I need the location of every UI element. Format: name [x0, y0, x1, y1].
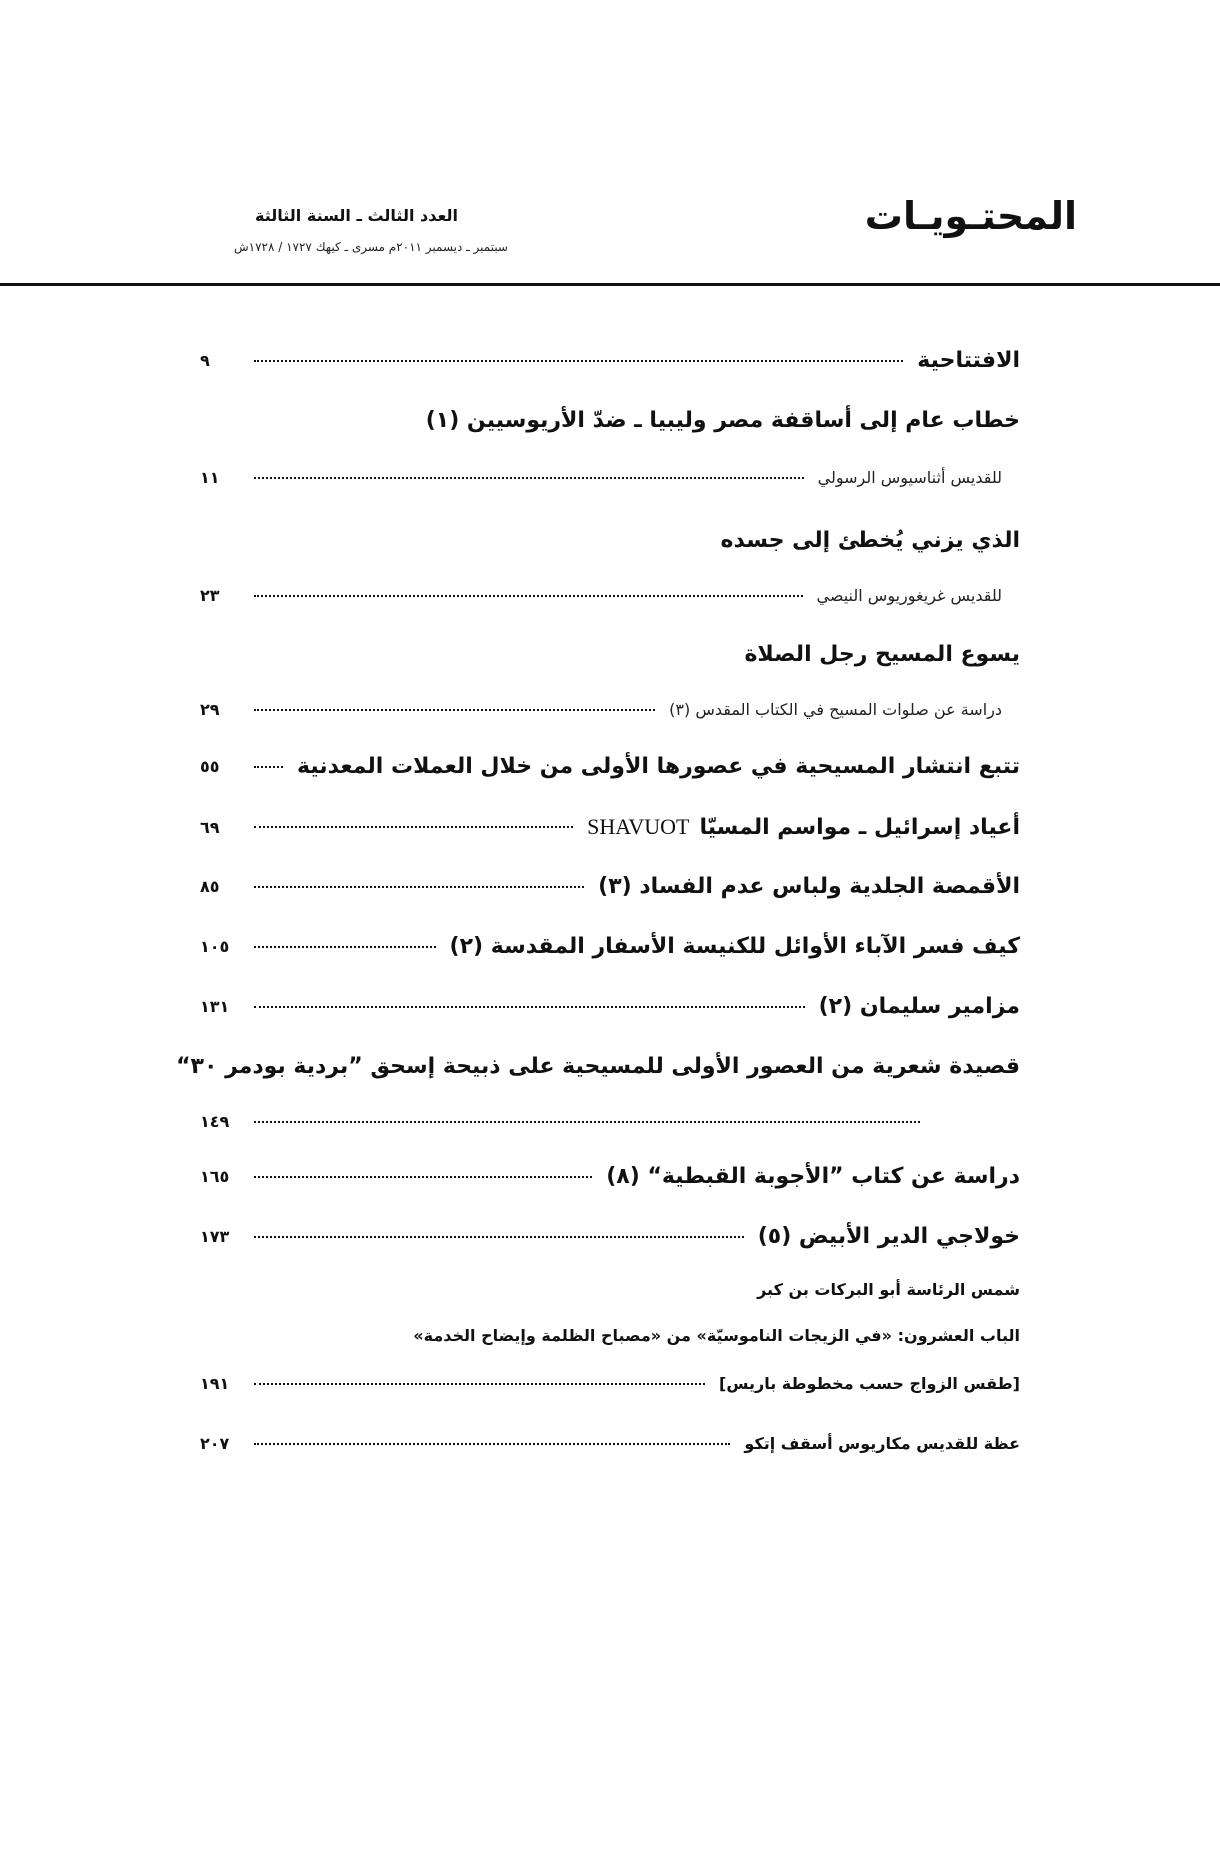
toc-entry-author: دراسة عن صلوات المسيح في الكتاب المقدس (٣)	[669, 700, 1002, 719]
toc-entry-title: الافتتاحية	[917, 348, 1020, 373]
toc-entry-page: ٢٣	[200, 586, 220, 605]
toc-entry-latin: SHAVUOT	[587, 814, 690, 839]
dot-leader	[254, 1006, 805, 1008]
toc-entry[interactable]	[200, 814, 1020, 840]
toc-entry-title: دراسة عن كتاب ”الأجوبة القبطية“ (٨)	[606, 1164, 1020, 1189]
dot-leader	[254, 595, 803, 597]
header-rule	[0, 283, 1220, 286]
toc-entry-page: ١٧٣	[200, 1227, 230, 1246]
toc-entry-title: الأقمصة الجلدية ولباس عدم الفساد (٣)	[598, 874, 1020, 899]
toc-entry-page: ٢٠٧	[200, 1434, 230, 1453]
toc-entry-title: أعياد إسرائيل ـ مواسم المسيّا	[699, 814, 1020, 840]
toc-entry-title: خولاجي الدير الأبيض (٥)	[757, 1224, 1020, 1249]
toc-entry[interactable]	[200, 468, 1020, 487]
dot-leader	[254, 477, 804, 479]
dot-leader	[254, 1383, 705, 1385]
toc-entry[interactable]	[200, 528, 1020, 553]
toc-entry[interactable]	[200, 348, 1020, 373]
toc-entry[interactable]	[200, 1164, 1020, 1189]
dot-leader	[254, 886, 584, 888]
toc-entry[interactable]	[200, 1112, 1020, 1131]
dot-leader	[254, 1121, 920, 1123]
dot-leader	[254, 1443, 730, 1445]
toc-entry[interactable]	[200, 1280, 1020, 1299]
toc-entry[interactable]	[200, 1224, 1020, 1249]
toc-entry-title: الذي يزني يُخطئ إلى جسده	[720, 528, 1020, 553]
toc-entry-page: ١١	[200, 468, 220, 487]
toc-entry-page: ٥٥	[200, 757, 220, 776]
toc-entry-page: ١٣١	[200, 997, 230, 1016]
toc-entry-title: [طقس الزواج حسب مخطوطة باريس]	[719, 1374, 1020, 1393]
toc-entry-author: للقديس أثناسيوس الرسولي	[817, 468, 1002, 487]
toc-entry-page: ٨٥	[200, 877, 220, 896]
dot-leader	[254, 946, 436, 948]
toc-entry[interactable]	[200, 642, 1020, 667]
toc-entry-author: للقديس غريغوريوس النيصي	[816, 586, 1002, 605]
toc-entry[interactable]	[200, 700, 1020, 719]
toc-entry-title: يسوع المسيح رجل الصلاة	[744, 642, 1020, 667]
toc-entry-title: قصيدة شعرية من العصور الأولى للمسيحية على ذبيحة إسحق ”بردية بودمر ٣٠“	[176, 1054, 1020, 1079]
toc-entry[interactable]	[200, 1326, 1020, 1345]
toc-entry[interactable]	[200, 874, 1020, 899]
dot-leader	[254, 1176, 592, 1178]
toc-entry-title: كيف فسر الآباء الأوائل للكنيسة الأسفار المقدسة (٢)	[449, 934, 1020, 959]
toc-entry-title: خطاب عام إلى أساقفة مصر وليبيا ـ ضدّ الأريوسيين (١)	[425, 408, 1020, 433]
issue-date: سبتمبر ـ ديسمبر ٢٠١١م مسرى ـ كيهك ١٧٢٧ / ١٧٢٨ش	[233, 240, 508, 254]
toc-entry[interactable]	[200, 754, 1020, 779]
toc-entry[interactable]	[176, 1054, 1020, 1079]
dot-leader	[254, 1236, 744, 1238]
toc-entry-page: ١٤٩	[200, 1112, 230, 1131]
toc-entry-page: ٩	[200, 351, 210, 370]
issue-info: العدد الثالث ـ السنة الثالثة	[255, 206, 458, 225]
toc-entry-page: ١٦٥	[200, 1167, 230, 1186]
toc-entry-page: ٢٩	[200, 700, 220, 719]
toc-entry-page: ١٠٥	[200, 937, 230, 956]
dot-leader	[254, 360, 903, 362]
page-title: المحتـويـات	[864, 194, 1077, 238]
toc-entry[interactable]	[200, 1374, 1020, 1393]
toc-entry[interactable]	[200, 1434, 1020, 1453]
toc-entry-author: شمس الرئاسة أبو البركات بن كبر	[757, 1280, 1020, 1299]
toc-entry[interactable]	[200, 994, 1020, 1019]
toc-entry-title: تتبع انتشار المسيحية في عصورها الأولى من خلال العملات المعدنية	[297, 754, 1020, 779]
dot-leader	[254, 709, 655, 711]
toc-entry-page: ٦٩	[200, 817, 220, 837]
toc-entry[interactable]	[200, 934, 1020, 959]
toc-entry-title: مزامير سليمان (٢)	[818, 994, 1020, 1019]
toc-entry[interactable]	[200, 586, 1020, 605]
dot-leader	[254, 826, 573, 828]
toc-entry-title: الباب العشرون: «في الزيجات الناموسيّة» من «مصباح الظلمة وإيضاح الخدمة»	[413, 1326, 1020, 1345]
toc-entry-title: عظة للقديس مكاريوس أسقف إتكو	[744, 1434, 1020, 1453]
dot-leader	[254, 766, 283, 768]
toc-entry[interactable]	[200, 408, 1020, 433]
toc-entry-page: ١٩١	[200, 1374, 230, 1393]
